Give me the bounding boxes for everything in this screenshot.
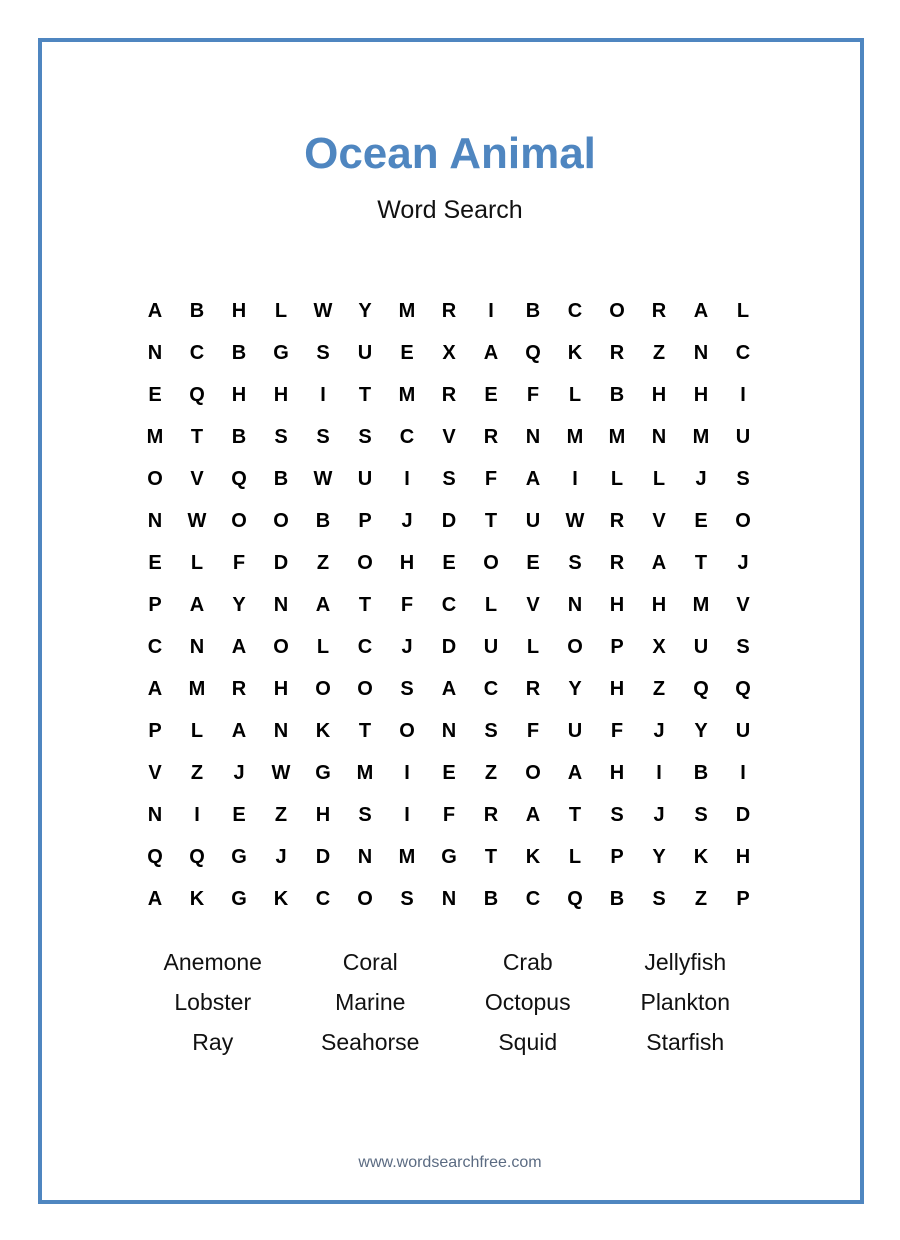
grid-letter: V <box>526 593 540 616</box>
grid-letter: Z <box>652 341 666 364</box>
grid-letter: Z <box>274 803 288 826</box>
grid-letter: J <box>653 719 665 742</box>
grid-letter: M <box>692 593 710 616</box>
grid-letter: S <box>274 425 288 448</box>
grid-letter: G <box>231 887 247 910</box>
grid-letter: D <box>273 551 289 574</box>
grid-letter: I <box>320 383 326 406</box>
grid-letter: Z <box>652 677 666 700</box>
grid-letter: W <box>313 467 333 490</box>
grid-letter: U <box>735 425 751 448</box>
grid-letter: E <box>442 761 456 784</box>
grid-letter: Q <box>147 845 163 868</box>
grid-letter: I <box>740 761 746 784</box>
grid-letter: G <box>315 761 331 784</box>
grid-letter: U <box>567 719 583 742</box>
grid-letter: O <box>609 299 625 322</box>
page-subtitle: Word Search <box>377 196 523 224</box>
grid-letter: O <box>357 677 373 700</box>
grid-letter: M <box>188 677 206 700</box>
grid-letter: R <box>483 425 499 448</box>
grid-letter: M <box>692 425 710 448</box>
word-list-item: Lobster <box>174 989 252 1015</box>
word-list-item: Squid <box>498 1029 558 1055</box>
grid-letter: L <box>190 551 204 574</box>
grid-letter: F <box>526 719 540 742</box>
grid-letter: S <box>694 803 708 826</box>
grid-letter: S <box>736 635 750 658</box>
grid-letter: H <box>609 593 625 616</box>
grid-letter: M <box>356 761 374 784</box>
grid-letter: O <box>483 551 499 574</box>
grid-letter: V <box>148 761 162 784</box>
grid-letter: V <box>736 593 750 616</box>
grid-letter: A <box>441 677 457 700</box>
grid-letter: M <box>146 425 164 448</box>
grid-letter: A <box>567 761 583 784</box>
grid-letter: U <box>483 635 499 658</box>
grid-letter: E <box>232 803 246 826</box>
grid-letter: W <box>187 509 207 532</box>
grid-letter: S <box>442 467 456 490</box>
grid-letter: W <box>565 509 585 532</box>
grid-letter: V <box>652 509 666 532</box>
grid-letter: B <box>483 887 499 910</box>
grid-letter: V <box>442 425 456 448</box>
grid-letter: R <box>231 677 247 700</box>
grid-letter: B <box>273 467 289 490</box>
grid-letter: B <box>693 761 709 784</box>
grid-letter: Y <box>694 719 708 742</box>
grid-letter: F <box>526 383 540 406</box>
grid-letter: W <box>313 299 333 322</box>
grid-letter: A <box>147 887 163 910</box>
grid-letter: M <box>398 845 416 868</box>
grid-letter: H <box>651 593 667 616</box>
grid-letter: R <box>525 677 541 700</box>
grid-letter: M <box>566 425 584 448</box>
grid-letter: S <box>358 425 372 448</box>
grid-letter: A <box>693 299 709 322</box>
grid-letter: N <box>693 341 709 364</box>
grid-letter: L <box>568 383 582 406</box>
grid-letter: T <box>568 803 582 826</box>
grid-letter: Q <box>525 341 541 364</box>
grid-letter: Y <box>232 593 246 616</box>
grid-letter: H <box>735 845 751 868</box>
grid-letter: G <box>273 341 289 364</box>
grid-letter: N <box>147 341 163 364</box>
grid-letter: O <box>357 551 373 574</box>
grid-letter: S <box>400 887 414 910</box>
grid-letter: Z <box>484 761 498 784</box>
grid-letter: N <box>273 719 289 742</box>
grid-letter: R <box>483 803 499 826</box>
grid-letter: H <box>273 383 289 406</box>
grid-letter: E <box>148 383 162 406</box>
word-list-item: Seahorse <box>321 1029 420 1055</box>
grid-letter: Q <box>231 467 247 490</box>
grid-letter: N <box>567 593 583 616</box>
grid-letter: N <box>147 509 163 532</box>
grid-letter: Y <box>652 845 666 868</box>
grid-letter: D <box>315 845 331 868</box>
grid-letter: F <box>400 593 414 616</box>
grid-letter: J <box>275 845 287 868</box>
grid-letter: C <box>441 593 457 616</box>
grid-letter: Q <box>189 383 205 406</box>
grid-letter: C <box>735 341 751 364</box>
grid-letter: L <box>484 593 498 616</box>
grid-letter: A <box>147 677 163 700</box>
grid-letter: Q <box>189 845 205 868</box>
word-list-item: Crab <box>502 949 553 975</box>
grid-letter: B <box>609 887 625 910</box>
grid-letter: U <box>525 509 541 532</box>
grid-letter: O <box>567 635 583 658</box>
grid-letter: C <box>483 677 499 700</box>
grid-letter: Z <box>190 761 204 784</box>
grid-letter: L <box>190 719 204 742</box>
grid-letter: Y <box>358 299 372 322</box>
grid-letter: I <box>488 299 494 322</box>
grid-letter: H <box>399 551 415 574</box>
word-list-item: Jellyfish <box>644 949 727 975</box>
grid-letter: C <box>357 635 373 658</box>
grid-letter: B <box>231 341 247 364</box>
grid-letter: C <box>147 635 163 658</box>
grid-letter: S <box>316 425 330 448</box>
grid-letter: Q <box>567 887 583 910</box>
grid-letter: I <box>404 467 410 490</box>
grid-letter: M <box>608 425 626 448</box>
grid-letter: B <box>231 425 247 448</box>
grid-letter: A <box>525 467 541 490</box>
grid-letter: K <box>567 341 583 364</box>
grid-letter: C <box>189 341 205 364</box>
grid-letter: U <box>357 341 373 364</box>
grid-letter: L <box>568 845 582 868</box>
grid-letter: M <box>398 299 416 322</box>
grid-letter: A <box>525 803 541 826</box>
word-list-item: Marine <box>335 989 406 1015</box>
grid-letter: I <box>194 803 200 826</box>
word-list-item: Octopus <box>484 989 571 1015</box>
grid-letter: E <box>148 551 162 574</box>
grid-letter: A <box>189 593 205 616</box>
grid-letter: P <box>358 509 372 532</box>
word-list-item: Ray <box>192 1029 234 1055</box>
grid-letter: E <box>400 341 414 364</box>
grid-letter: T <box>190 425 204 448</box>
grid-letter: B <box>525 299 541 322</box>
grid-letter: R <box>441 299 457 322</box>
grid-letter: R <box>609 551 625 574</box>
grid-letter: C <box>315 887 331 910</box>
grid-letter: S <box>358 803 372 826</box>
grid-letter: F <box>232 551 246 574</box>
grid-letter: U <box>357 467 373 490</box>
grid-letter: S <box>736 467 750 490</box>
grid-letter: L <box>274 299 288 322</box>
grid-letter: B <box>315 509 331 532</box>
grid-letter: V <box>190 467 204 490</box>
grid-letter: P <box>736 887 750 910</box>
grid-letter: O <box>273 509 289 532</box>
grid-letter: C <box>399 425 415 448</box>
grid-letter: J <box>401 509 413 532</box>
grid-letter: I <box>404 803 410 826</box>
grid-letter: R <box>441 383 457 406</box>
grid-letter: Z <box>694 887 708 910</box>
grid-letter: N <box>525 425 541 448</box>
grid-letter: A <box>651 551 667 574</box>
grid-letter: O <box>357 887 373 910</box>
grid-letter: P <box>148 719 162 742</box>
grid-letter: E <box>484 383 498 406</box>
grid-letter: T <box>484 509 498 532</box>
grid-letter: L <box>652 467 666 490</box>
grid-letter: T <box>694 551 708 574</box>
grid-letter: W <box>271 761 291 784</box>
grid-letter: N <box>651 425 667 448</box>
grid-letter: L <box>736 299 750 322</box>
grid-letter: O <box>735 509 751 532</box>
word-list-item: Starfish <box>646 1029 725 1055</box>
grid-letter: H <box>609 677 625 700</box>
grid-letter: F <box>442 803 456 826</box>
grid-letter: X <box>652 635 666 658</box>
page-title: Ocean Animal <box>304 129 596 178</box>
grid-letter: Q <box>735 677 751 700</box>
grid-letter: S <box>610 803 624 826</box>
grid-letter: T <box>358 593 372 616</box>
grid-letter: U <box>693 635 709 658</box>
grid-letter: N <box>357 845 373 868</box>
grid-letter: K <box>525 845 541 868</box>
grid-letter: D <box>735 803 751 826</box>
grid-letter: H <box>693 383 709 406</box>
grid-letter: H <box>651 383 667 406</box>
grid-letter: G <box>231 845 247 868</box>
grid-letter: O <box>315 677 331 700</box>
grid-letter: A <box>231 719 247 742</box>
grid-letter: F <box>610 719 624 742</box>
footer-url: www.wordsearchfree.com <box>358 1154 542 1171</box>
grid-letter: J <box>653 803 665 826</box>
grid-letter: K <box>693 845 709 868</box>
grid-letter: A <box>147 299 163 322</box>
grid-letter: J <box>401 635 413 658</box>
grid-letter: P <box>148 593 162 616</box>
grid-letter: K <box>315 719 331 742</box>
word-list-item: Anemone <box>163 949 262 975</box>
word-list-item: Coral <box>342 949 398 975</box>
grid-letter: T <box>484 845 498 868</box>
grid-letter: R <box>609 509 625 532</box>
grid-letter: O <box>231 509 247 532</box>
grid-letter: N <box>273 593 289 616</box>
grid-letter: H <box>231 299 247 322</box>
grid-letter: E <box>526 551 540 574</box>
word-list-item: Plankton <box>640 989 730 1015</box>
letter-grid <box>134 290 764 920</box>
grid-letter: K <box>189 887 205 910</box>
grid-letter: N <box>147 803 163 826</box>
grid-letter: Y <box>568 677 582 700</box>
grid-letter: L <box>526 635 540 658</box>
grid-letter: C <box>525 887 541 910</box>
grid-letter: H <box>231 383 247 406</box>
grid-letter: E <box>442 551 456 574</box>
grid-letter: S <box>652 887 666 910</box>
grid-letter: I <box>740 383 746 406</box>
grid-letter: T <box>358 383 372 406</box>
grid-letter: D <box>441 509 457 532</box>
grid-letter: N <box>441 887 457 910</box>
grid-letter: T <box>358 719 372 742</box>
grid-letter: Z <box>316 551 330 574</box>
grid-letter: A <box>231 635 247 658</box>
grid-letter: B <box>609 383 625 406</box>
grid-letter: K <box>273 887 289 910</box>
grid-letter: F <box>484 467 498 490</box>
grid-letter: L <box>610 467 624 490</box>
grid-letter: P <box>610 635 624 658</box>
grid-letter: S <box>568 551 582 574</box>
grid-letter: X <box>442 341 456 364</box>
grid-letter: H <box>273 677 289 700</box>
grid-letter: D <box>441 635 457 658</box>
grid-letter: O <box>399 719 415 742</box>
grid-letter: A <box>483 341 499 364</box>
grid-letter: N <box>441 719 457 742</box>
grid-letter: J <box>695 467 707 490</box>
grid-letter: I <box>404 761 410 784</box>
grid-letter: G <box>441 845 457 868</box>
grid-letter: U <box>735 719 751 742</box>
grid-letter: S <box>316 341 330 364</box>
grid-letter: R <box>609 341 625 364</box>
grid-letter: S <box>400 677 414 700</box>
grid-letter: J <box>233 761 245 784</box>
grid-letter: H <box>315 803 331 826</box>
grid-letter: O <box>273 635 289 658</box>
grid-letter: I <box>656 761 662 784</box>
grid-letter: L <box>316 635 330 658</box>
grid-letter: N <box>189 635 205 658</box>
grid-letter: O <box>147 467 163 490</box>
grid-letter: S <box>484 719 498 742</box>
grid-letter: R <box>651 299 667 322</box>
grid-letter: B <box>189 299 205 322</box>
grid-letter: I <box>572 467 578 490</box>
grid-letter: H <box>609 761 625 784</box>
grid-letter: J <box>737 551 749 574</box>
grid-letter: A <box>315 593 331 616</box>
grid-letter: P <box>610 845 624 868</box>
grid-letter: O <box>525 761 541 784</box>
grid-letter: C <box>567 299 583 322</box>
grid-letter: M <box>398 383 416 406</box>
grid-letter: Q <box>693 677 709 700</box>
grid-letter: E <box>694 509 708 532</box>
word-list <box>134 942 764 1062</box>
